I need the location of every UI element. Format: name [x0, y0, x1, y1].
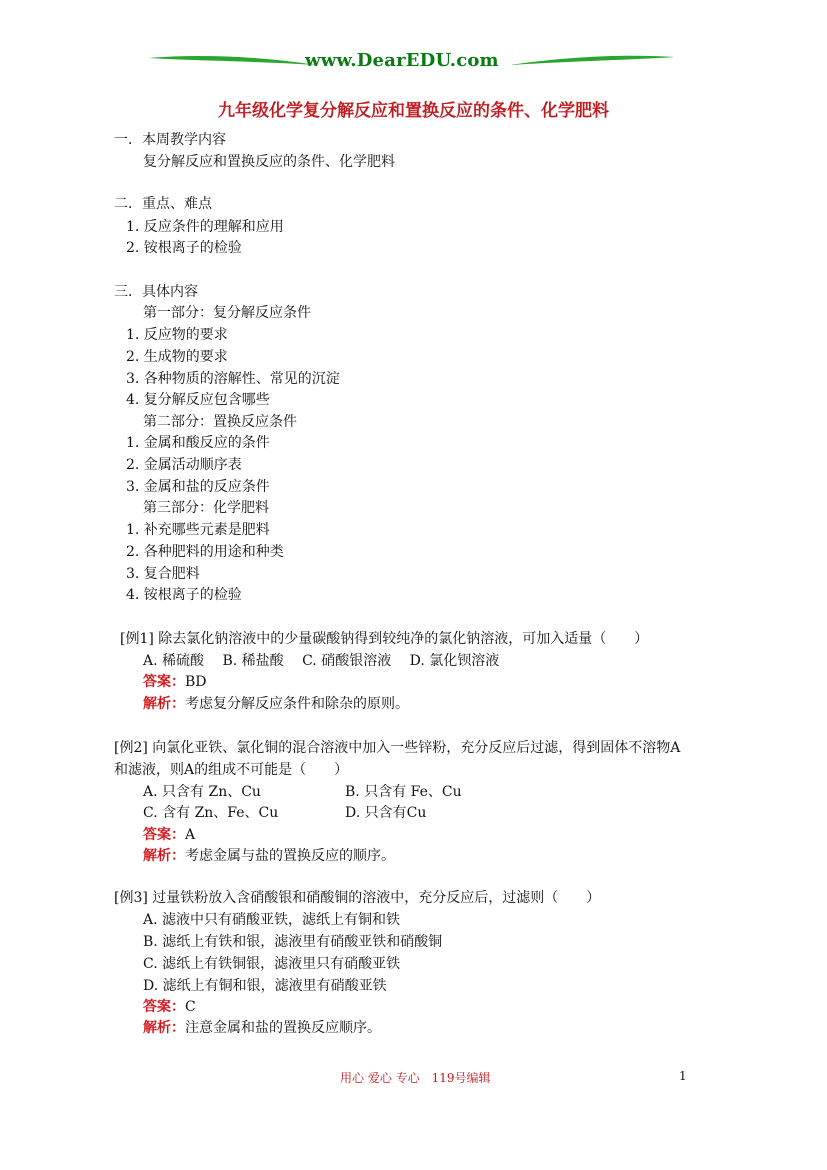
example-1-analysis: [143, 693, 409, 715]
section-2-item: 1. 反应条件的理解和应用: [126, 219, 284, 235]
answer-value: BD: [185, 674, 207, 690]
example-1-question: [例1] 除去氯化钠溶液中的少量碳酸钠得到较纯净的氯化钠溶液，可加入适量（ ）: [120, 631, 649, 647]
example-3-option-d: D. 滤纸上有铜和银，滤液里有硝酸亚铁: [143, 978, 387, 994]
example-2-question-line-1: [例2] 向氯化亚铁、氯化铜的混合溶液中加入一些锌粉，充分反应后过滤，得到固体不溶物A: [114, 740, 681, 756]
footer-slogan: 用心 爱心 专心 119号编辑: [340, 1071, 491, 1085]
example-1-answer: [143, 671, 207, 693]
analysis-label: 解析：: [143, 848, 185, 864]
example-2-option-b: B. 只含有 Fe、Cu: [345, 784, 462, 800]
analysis-label: 解析：: [143, 1020, 185, 1036]
right-swoosh-decoration: [510, 52, 675, 72]
answer-value: A: [185, 827, 196, 843]
section-3-heading: 三．具体内容: [114, 284, 198, 300]
analysis-text: 考虑金属与盐的置换反应的顺序。: [185, 848, 395, 864]
example-1-options: A. 稀硫酸 B. 稀盐酸 C. 硝酸银溶液 D. 氯化钡溶液: [143, 653, 500, 669]
example-2-question-line-2: 和滤液，则A的组成不可能是（ ）: [114, 762, 349, 778]
example-3-option-a: A. 滤液中只有硝酸亚铁，滤纸上有铜和铁: [143, 912, 401, 928]
part-2-item: 3. 金属和盐的反应条件: [126, 479, 270, 495]
example-2-analysis: [143, 845, 395, 867]
section-1-body: 复分解反应和置换反应的条件、化学肥料: [143, 154, 395, 170]
part-1-item: 3. 各种物质的溶解性、常见的沉淀: [126, 371, 340, 387]
part-3-item: 3. 复合肥料: [126, 566, 200, 582]
example-3-option-b: B. 滤纸上有铁和银，滤液里有硝酸亚铁和硝酸铜: [143, 934, 443, 950]
part-1-item: 4. 复分解反应包含哪些: [126, 392, 270, 408]
example-3-analysis: [143, 1017, 381, 1039]
example-3-option-c: C. 滤纸上有铁铜银，滤液里只有硝酸亚铁: [143, 956, 401, 972]
analysis-text: 注意金属和盐的置换反应顺序。: [185, 1020, 381, 1036]
example-2-option-c: C. 含有 Zn、Fe、Cu: [143, 805, 279, 821]
answer-label: 答案：: [143, 674, 185, 690]
part-1-title: 第一部分：复分解反应条件: [143, 305, 311, 321]
answer-label: 答案：: [143, 827, 185, 843]
part-1-item: 1. 反应物的要求: [126, 327, 228, 343]
part-3-item: 2. 各种肥料的用途和种类: [126, 544, 284, 560]
part-3-item: 1. 补充哪些元素是肥料: [126, 522, 270, 538]
left-swoosh-decoration: [148, 52, 318, 72]
analysis-text: 考虑复分解反应条件和除杂的原则。: [185, 696, 409, 712]
example-2-option-a: A. 只含有 Zn、Cu: [143, 784, 261, 800]
example-3-question: [例3] 过量铁粉放入含硝酸银和硝酸铜的溶液中，充分反应后，过滤则（ ）: [114, 890, 601, 906]
example-2-option-d: D. 只含有Cu: [345, 805, 427, 821]
answer-value: C: [185, 999, 196, 1015]
example-2-answer: [143, 824, 195, 846]
section-1-heading: 一．本周教学内容: [114, 132, 226, 148]
site-logo-text[interactable]: www.DearEDU.com: [305, 50, 499, 71]
section-2-item: 2. 铵根离子的检验: [126, 240, 242, 256]
part-3-title: 第三部分：化学肥料: [143, 500, 269, 516]
part-2-item: 1. 金属和酸反应的条件: [126, 435, 270, 451]
document-title: 九年级化学复分解反应和置换反应的条件、化学肥料: [218, 101, 609, 121]
part-2-item: 2. 金属活动顺序表: [126, 457, 242, 473]
part-2-title: 第二部分：置换反应条件: [143, 414, 297, 430]
part-1-item: 2. 生成物的要求: [126, 349, 228, 365]
page-number: 1: [679, 1069, 687, 1083]
part-3-item: 4. 铵根离子的检验: [126, 587, 242, 603]
section-2-heading: 二．重点、难点: [114, 196, 212, 212]
answer-label: 答案：: [143, 999, 185, 1015]
analysis-label: 解析：: [143, 696, 185, 712]
example-3-answer: [143, 996, 196, 1018]
